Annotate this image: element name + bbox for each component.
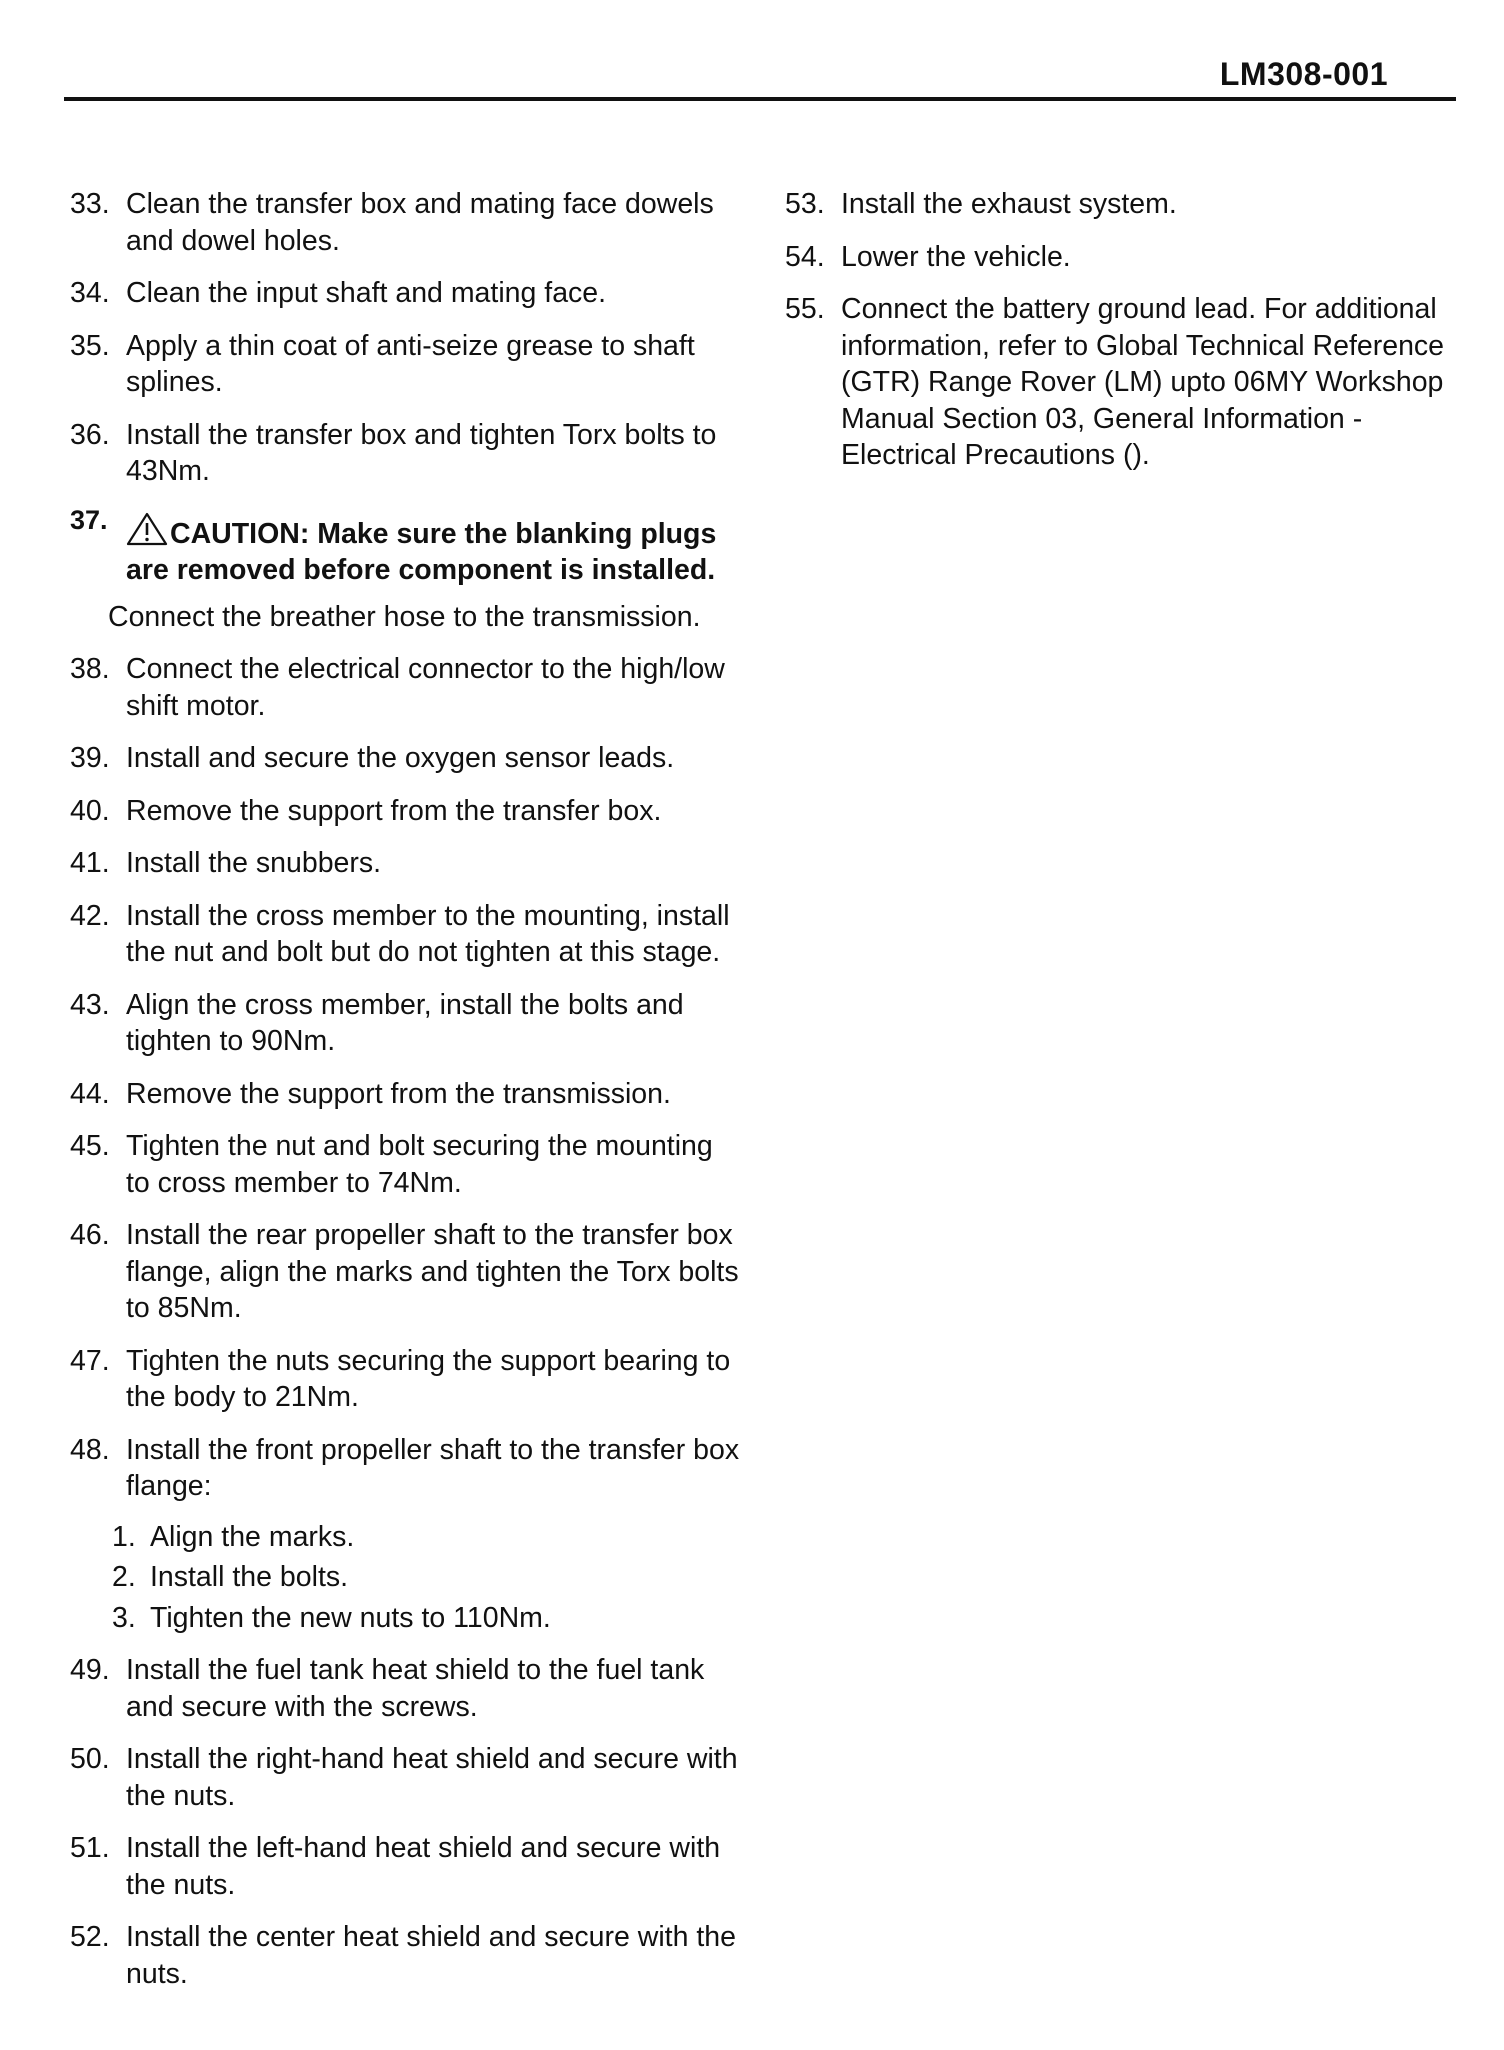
step-number: 55. [785, 293, 825, 325]
step-37-instruction: Connect the breather hose to the transmission. [108, 600, 701, 633]
step-text: Align the cross member, install the bolts and tighten to 90Nm. [126, 988, 684, 1057]
step-number: 39. [70, 742, 110, 774]
substep-text: Align the marks. [150, 1520, 355, 1553]
step-text: Clean the transfer box and mating face dowels and dowel holes. [126, 188, 714, 257]
step-43 [70, 987, 740, 1060]
step-52 [70, 1919, 740, 1992]
step-number: 46. [70, 1219, 110, 1251]
step-number: 38. [70, 653, 110, 685]
step-48 [70, 1432, 740, 1505]
step-number: 42. [70, 899, 110, 932]
step-text: Connect the battery ground lead. For additional information, refer to Global Technical Reference (GTR) Range Rover (LM) upto 06MY Workshop Manual Section 03, General Information - Electrical Precautions (). [841, 293, 1445, 471]
steps-group-b [70, 651, 740, 1416]
step-number: 53. [785, 188, 825, 220]
step-number: 37. [70, 504, 108, 535]
step-number: 51. [70, 1832, 110, 1864]
step-34 [70, 275, 740, 312]
step-number: 44. [70, 1077, 110, 1110]
step-40 [70, 793, 740, 830]
step-text: Install the front propeller shaft to the transfer box flange: [126, 1433, 740, 1502]
step-number: 33. [70, 188, 110, 220]
step-number: 36. [70, 418, 110, 451]
substep-number: 2. [112, 1561, 136, 1593]
substep-text: Install the bolts. [150, 1561, 349, 1593]
step-54 [785, 239, 1455, 276]
step-55 [785, 291, 1455, 474]
step-number: 49. [70, 1654, 110, 1686]
step-text: Remove the support from the transmission. [126, 1077, 671, 1110]
step-text: Install the left-hand heat shield and secure with the nuts. [126, 1832, 721, 1901]
step-text: Install the fuel tank heat shield to the fuel tank and secure with the screws. [126, 1654, 705, 1723]
step-text: Clean the input shaft and mating face. [126, 277, 607, 309]
step-35 [70, 328, 740, 401]
steps-group-a [70, 186, 740, 490]
substep-text: Tighten the new nuts to 110Nm. [150, 1601, 551, 1634]
step-51 [70, 1830, 740, 1903]
right-column [785, 186, 1455, 490]
step-number: 35. [70, 329, 110, 362]
step-text: Install the rear propeller shaft to the transfer box flange, align the marks and tighten the Torx bolts to 85Nm. [126, 1219, 739, 1324]
step-text: Install the snubbers. [126, 847, 382, 879]
step-text: Apply a thin coat of anti-seize grease to shaft splines. [126, 329, 695, 398]
substep-number: 3. [112, 1601, 136, 1634]
step-38 [70, 651, 740, 724]
step-text: Tighten the nuts securing the support bearing to the body to 21Nm. [126, 1344, 731, 1413]
substep-2 [112, 1559, 740, 1596]
step-text: Lower the vehicle. [841, 240, 1071, 273]
caution-text: CAUTION: Make sure the blanking plugs are removed before component is installed. [126, 517, 717, 586]
step-text: Install the center heat shield and secure with the nuts. [126, 1921, 736, 1990]
steps-group-right [785, 186, 1455, 474]
step-41 [70, 845, 740, 882]
step-number: 48. [70, 1433, 110, 1466]
step-37 [70, 504, 740, 589]
step-text: Install the cross member to the mounting, install the nut and bolt but do not tighten at this stage. [126, 899, 730, 968]
step-text: Install and secure the oxygen sensor leads. [126, 742, 675, 774]
step-text: Install the transfer box and tighten Torx bolts to 43Nm. [126, 418, 717, 487]
step-number: 47. [70, 1344, 110, 1377]
substep-3 [112, 1600, 740, 1637]
step-42 [70, 898, 740, 971]
step-48-substeps [70, 1519, 740, 1637]
warning-triangle-icon [126, 512, 168, 546]
step-number: 50. [70, 1743, 110, 1775]
step-number: 52. [70, 1921, 110, 1953]
step-53 [785, 186, 1455, 223]
step-number: 54. [785, 240, 825, 273]
step-45 [70, 1128, 740, 1201]
substep-1 [112, 1519, 740, 1556]
steps-group-c [70, 1652, 740, 1992]
step-47 [70, 1343, 740, 1416]
step-49 [70, 1652, 740, 1725]
step-number: 34. [70, 277, 110, 309]
step-50 [70, 1741, 740, 1814]
left-column [70, 186, 740, 2008]
step-44 [70, 1076, 740, 1113]
step-33 [70, 186, 740, 259]
step-text: Install the right-hand heat shield and secure with the nuts. [126, 1743, 738, 1812]
step-46 [70, 1217, 740, 1327]
step-text: Install the exhaust system. [841, 188, 1177, 220]
step-text: Remove the support from the transfer box. [126, 794, 662, 827]
substep-number: 1. [112, 1520, 136, 1553]
step-text: Connect the electrical connector to the high/low shift motor. [126, 653, 725, 722]
step-39 [70, 740, 740, 777]
step-text: Tighten the nut and bolt securing the mounting to cross member to 74Nm. [126, 1130, 713, 1199]
header-rule [64, 97, 1456, 101]
document-code: LM308-001 [1219, 56, 1388, 92]
step-number: 45. [70, 1130, 110, 1162]
step-number: 41. [70, 847, 110, 879]
step-number: 40. [70, 794, 110, 827]
step-number: 43. [70, 988, 110, 1021]
step-36 [70, 417, 740, 490]
